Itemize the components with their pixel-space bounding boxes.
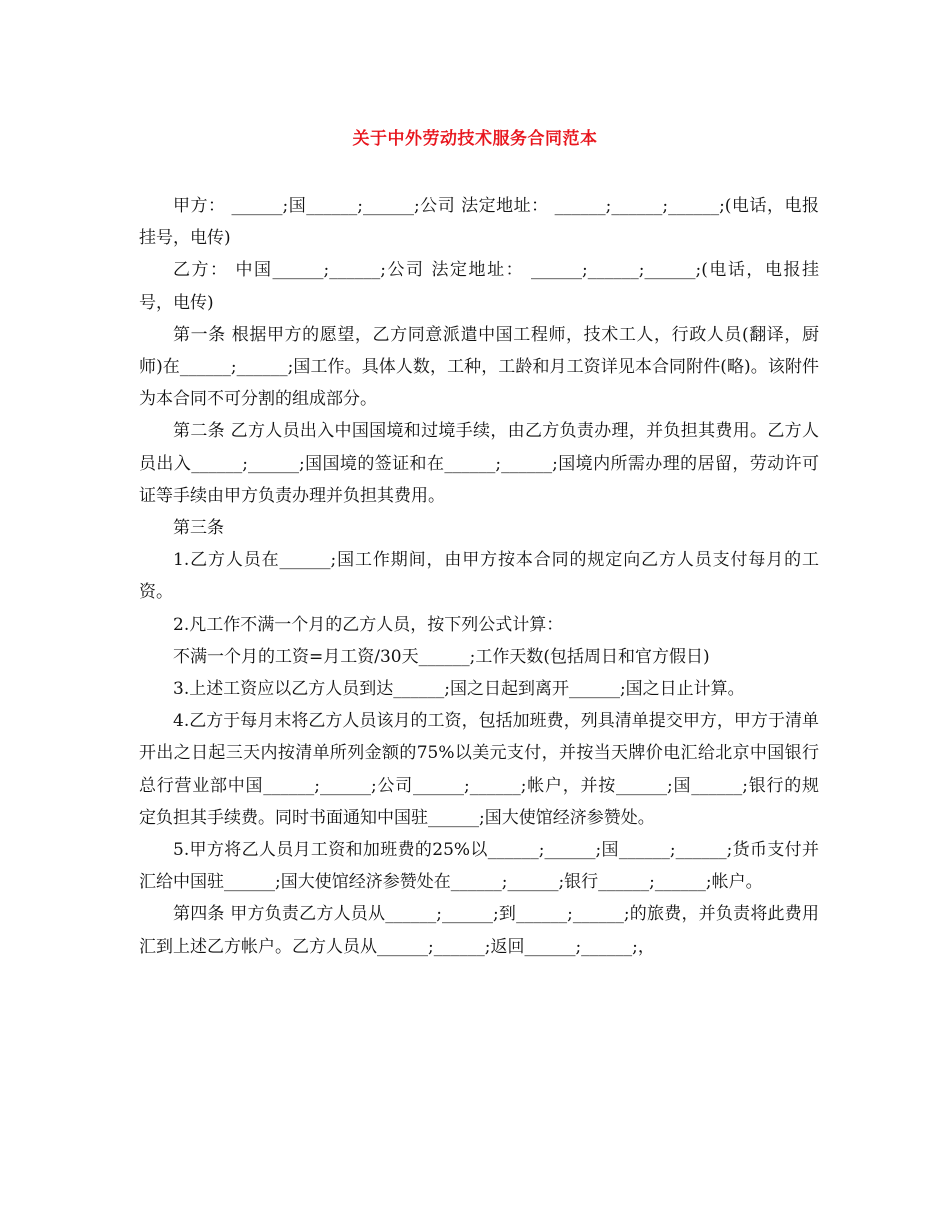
- article-3-item-3: 3.上述工资应以乙方人员到达______;国之日起到离开______;国之日止计算。: [173, 679, 745, 700]
- wage-formula-paragraph: 不满一个月的工资=月工资/30天______;工作天数(包括周日和官方假日): [173, 646, 710, 667]
- article-3-heading: 第三条: [173, 518, 224, 539]
- article-3-item-2: 2.凡工作不满一个月的乙方人员，按下列公式计算：: [173, 614, 564, 635]
- article-3-item-5: 5.甲方将乙人员月工资和加班费的25%以______;______;国______;______;货币支付并汇给中国驻______;国大使馆经济参赞处在______;______;银行______;______;帐户。: [139, 840, 819, 893]
- document-title: 关于中外劳动技术服务合同范本: [352, 129, 598, 149]
- party-a-paragraph: 甲方： ______;国______;______;公司 法定地址： ______;______;______;(电话，电报挂号，电传): [139, 196, 819, 249]
- article-2-paragraph: 第二条 乙方人员出入中国国境和过境手续，由乙方负责办理，并负担其费用。乙方人员出入______;______;国国境的签证和在______;______;国境内所需办理的居留，劳动许可证等手续由甲方负责办理并负担其费用。: [139, 421, 819, 506]
- article-3-item-1: 1.乙方人员在______;国工作期间，由甲方按本合同的规定向乙方人员支付每月的工资。: [139, 550, 819, 603]
- party-b-paragraph: 乙方： 中国______;______;公司 法定地址： ______;______;______;(电话，电报挂号，电传): [139, 260, 819, 313]
- article-3-item-4: 4.乙方于每月末将乙方人员该月的工资，包括加班费，列具清单提交甲方，甲方于清单开出之日起三天内按清单所列金额的75%以美元支付，并按当天牌价电汇给北京中国银行总行营业部中国______;______;公司______;______;帐户，并按______;国______;银行的规定负担其手续费。同时书面通知中国驻______;国大使馆经济参赞处。: [139, 711, 819, 828]
- article-4-paragraph: 第四条 甲方负责乙方人员从______;______;到______;______;的旅费，并负责将此费用汇到上述乙方帐户。乙方人员从______;______;返回______;______;，: [139, 904, 819, 957]
- document-body: [139, 190, 819, 963]
- article-1-paragraph: 第一条 根据甲方的愿望，乙方同意派遣中国工程师，技术工人，行政人员(翻译，厨师)在______;______;国工作。具体人数，工种，工龄和月工资详见本合同附件(略)。该附件为本合同不可分割的组成部分。: [139, 324, 819, 410]
